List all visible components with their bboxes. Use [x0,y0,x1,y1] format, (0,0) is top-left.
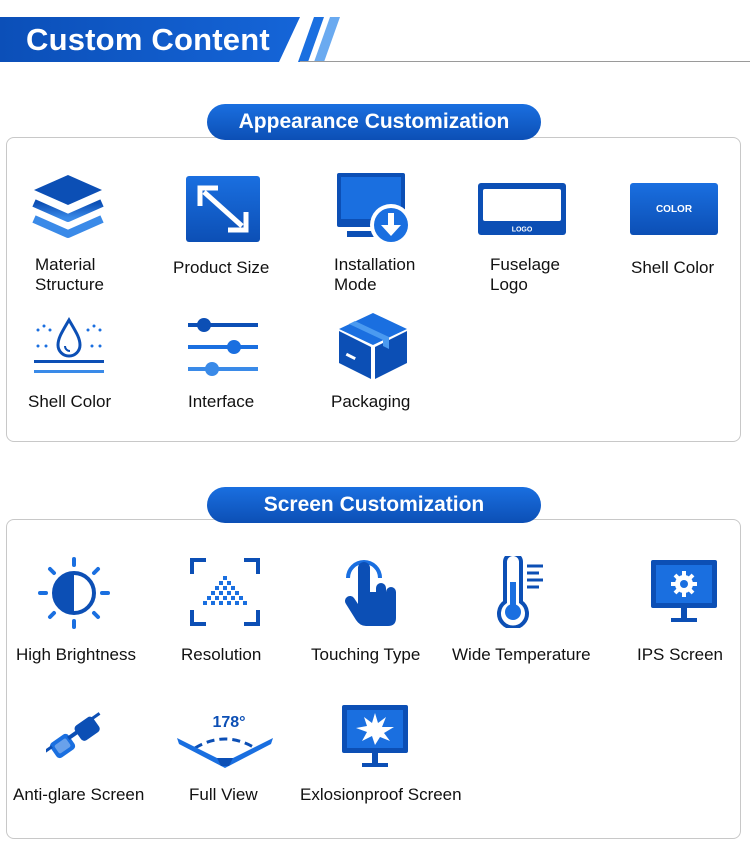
item-label-shell-color: Shell Color [631,258,715,277]
install-download-icon [337,173,413,247]
item-label-full-view: Full View [189,785,258,804]
angle-text: 178° [212,714,246,731]
item-label-interface: Interface [188,392,255,411]
page-header [0,0,750,62]
color-swatch-icon [630,183,718,235]
label-line: Installation [334,255,416,274]
appearance-heading: Appearance Customization [207,104,541,140]
glasses-icon [46,708,106,770]
item-label-high-brightness: High Brightness [16,645,137,664]
item-label-resolution: Resolution [181,645,262,664]
item-label-touching-type: Touching Type [311,645,421,664]
screen-heading: Screen Customization [207,487,541,523]
resize-arrow-icon [186,176,260,242]
item-label-packaging: Packaging [331,392,411,411]
thermometer-icon [493,556,545,628]
viewing-angle-icon [175,712,275,768]
layers-icon [32,173,104,243]
box-icon [337,311,409,381]
label-line: Mode [334,275,377,294]
label-line: Fuselage [490,255,560,274]
sliders-icon [188,315,258,377]
page-title: Custom Content [26,22,270,57]
item-label-exlosionproof-screen: Exlosionproof Screen [300,785,462,804]
item-label-material-structure [35,255,104,295]
item-label-product-size: Product Size [173,258,270,277]
label-line: Material [35,255,96,274]
item-label-wide-temperature: Wide Temperature [452,645,591,664]
item-label-shell-color-2: Shell Color [28,392,112,411]
logo-text: LOGO [511,226,533,234]
label-line: Logo [490,275,528,294]
resolution-icon [190,558,260,626]
item-label-anti-glare-screen: Anti-glare Screen [13,785,145,804]
item-label-ips-screen: IPS Screen [637,645,723,664]
touch-hand-icon [340,556,402,628]
item-label-fuselage-logo [490,255,560,295]
explosion-monitor-icon [342,705,408,771]
header-divider [300,61,750,62]
item-label-installation-mode [334,255,415,295]
monitor-logo-icon [478,183,566,235]
brightness-icon [38,557,110,629]
color-text: COLOR [655,204,693,215]
label-line: Structure [35,275,104,294]
water-drop-icon [34,316,104,376]
monitor-gear-icon [651,560,717,626]
header-decoration-slashes [296,17,346,62]
